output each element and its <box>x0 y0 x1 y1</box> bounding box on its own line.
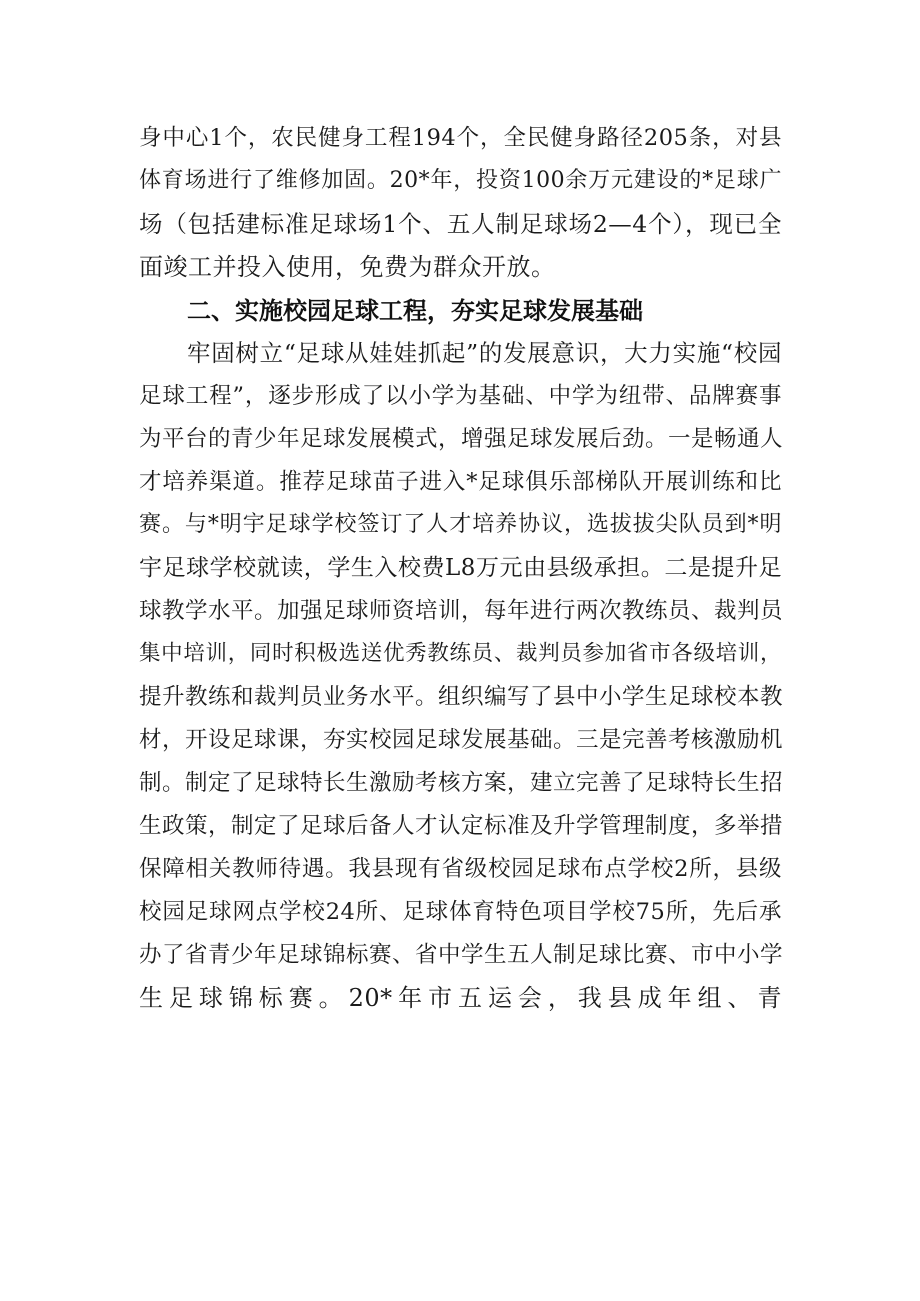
paragraph-line: 办了省青少年足球锦标赛、省中学生五人制足球比赛、市中小学 <box>139 942 784 968</box>
section-heading: 二、实施校园足球工程，夯实足球发展基础 <box>187 297 643 325</box>
paragraph-line: 生足球锦标赛。20*年市五运会，我县成年组、青 <box>139 984 782 1012</box>
paragraph-line: 集中培训，同时积极选送优秀教练员、裁判员参加省市各级培训， <box>139 641 782 666</box>
paragraph-line: 身中心1个，农民健身工程194个，全民健身路径205条，对县 <box>139 125 782 151</box>
paragraph-line: 足球工程”，逐步形成了以小学为基础、中学为纽带、品牌赛事 <box>139 383 782 409</box>
paragraph-line: 牢固树立“足球从娃娃抓起”的发展意识，大力实施“校园 <box>187 339 782 367</box>
paragraph-line: 提升教练和裁判员业务水平。组织编写了县中小学生足球校本教 <box>139 684 784 710</box>
paragraph-line: 场（包括建标准足球场1个、五人制足球场2—4个），现已全 <box>139 210 782 238</box>
paragraph-line: 面竣工并投入使用，免费为群众开放。 <box>139 253 556 281</box>
paragraph-line: 才培养渠道。推荐足球苗子进入*足球俱乐部梯队开展训练和比 <box>139 469 782 495</box>
paragraph-line: 球教学水平。加强足球师资培训，每年进行两次教练员、裁判员 <box>139 598 784 624</box>
paragraph-line: 宇足球学校就读，学生入校费L8万元由县级承担。二是提升足 <box>139 555 782 581</box>
paragraph-line: 校园足球网点学校24所、足球体育特色项目学校75所，先后承 <box>139 899 782 925</box>
paragraph-line: 制。制定了足球特长生激励考核方案，建立完善了足球特长生招 <box>139 770 784 796</box>
paragraph-line: 生政策，制定了足球后备人才认定标准及升学管理制度，多举措 <box>139 813 784 839</box>
paragraph-line: 体育场进行了维修加固。20*年，投资100余万元建设的*足球广 <box>139 168 782 193</box>
paragraph-line: 赛。与*明宇足球学校签订了人才培养协议，选拔拔尖队员到*明 <box>139 512 782 537</box>
paragraph-line: 保障相关教师待遇。我县现有省级校园足球布点学校2所，县级 <box>139 856 782 882</box>
paragraph-line: 材，开设足球课，夯实校园足球发展基础。三是完善考核激励机 <box>139 727 784 753</box>
paragraph-line: 为平台的青少年足球发展模式，增强足球发展后劲。一是畅通人 <box>139 426 784 452</box>
